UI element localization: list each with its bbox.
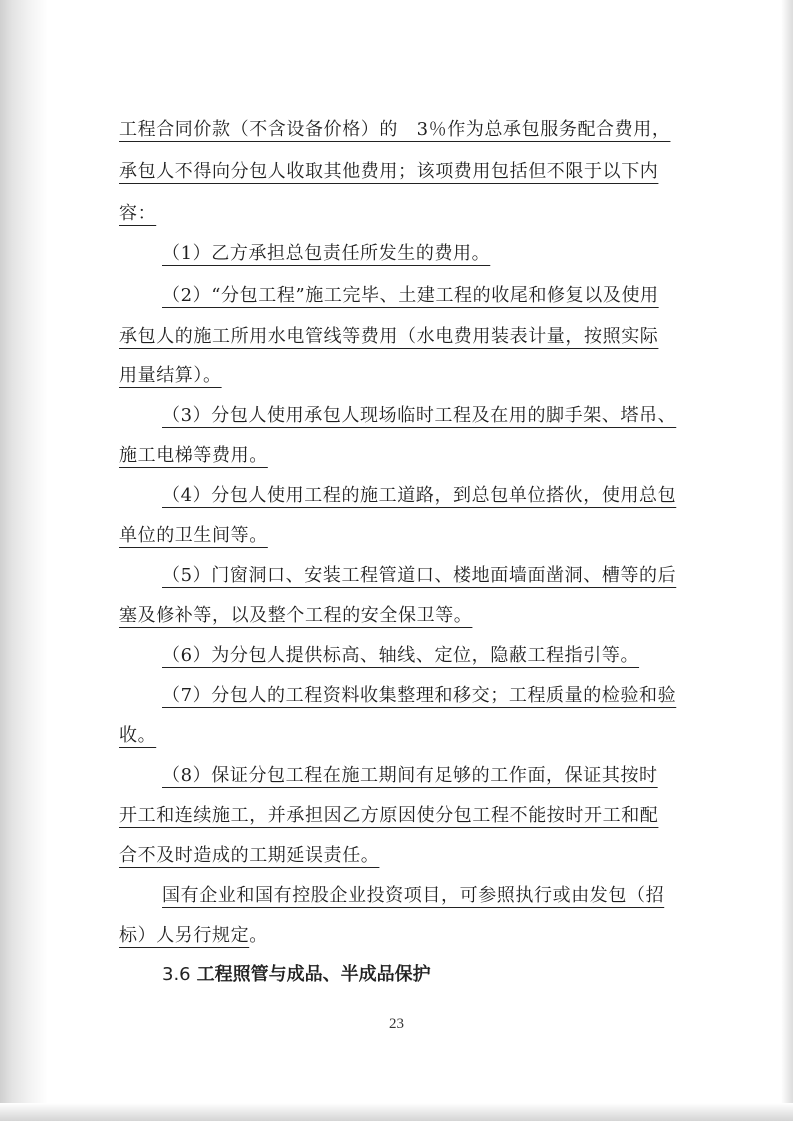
underline-fill	[156, 203, 170, 225]
scan-shadow-right	[781, 0, 793, 1121]
list-item-7: （7）分包人的工程资料收集整理和移交；工程质量的检验和验	[162, 685, 677, 706]
list-item-1: （1）乙方承担总包责任所发生的费用。	[162, 243, 491, 264]
body-line: 施工电梯等费用。	[119, 445, 268, 466]
scan-shadow-left	[0, 0, 48, 1121]
section-title: 工程照管与成品、半成品保护	[196, 964, 431, 985]
list-item-8: （8）保证分包工程在施工期间有足够的工作面，保证其按时	[162, 765, 658, 786]
body-line: 承包人的施工所用水电管线等费用（水电费用装表计量，按照实际	[119, 326, 659, 347]
body-line	[119, 925, 268, 947]
body-line: 塞及修补等，以及整个工程的安全保卫等。	[119, 605, 473, 626]
body-line: 开工和连续施工，并承担因乙方原因使分包工程不能按时开工和配	[119, 805, 659, 826]
list-item-5: （5）门窗洞口、安装工程管道口、楼地面墙面凿洞、槽等的后	[162, 565, 677, 586]
list-item-6: （6）为分包人提供标高、轴线、定位，隐蔽工程指引等。	[162, 645, 640, 666]
body-line: 用量结算）。	[119, 365, 222, 386]
body-line: 承包人不得向分包人收取其他费用；该项费用包括但不限于以下内	[119, 161, 659, 182]
body-line: 单位的卫生间等。	[119, 525, 268, 546]
body-line: 工程合同价款（不含设备价格）的 3％作为总承包服务配合费用，	[119, 119, 671, 140]
list-item-3: （3）分包人使用承包人现场临时工程及在用的脚手架、塔吊、	[162, 405, 677, 426]
body-line: 收。	[119, 725, 157, 746]
body-line-text: 容：	[119, 203, 157, 224]
body-line	[119, 203, 170, 225]
body-line-text: 标）人另行规定	[119, 925, 250, 946]
body-line: 合不及时造成的工期延误责任。	[119, 845, 380, 866]
body-line: 国有企业和国有控股企业投资项目，可参照执行或由发包（招	[162, 885, 665, 906]
list-item-2: （2）“分包工程”施工完毕、土建工程的收尾和修复以及使用	[162, 285, 659, 306]
page-number: 23	[389, 1016, 404, 1032]
section-heading	[162, 960, 431, 986]
list-item-4: （4）分包人使用工程的施工道路，到总包单位搭伙，使用总包	[162, 485, 677, 506]
scan-shadow-bottom	[0, 1103, 793, 1121]
section-number: 3.6	[162, 964, 191, 985]
body-line-end: 。	[249, 925, 268, 946]
